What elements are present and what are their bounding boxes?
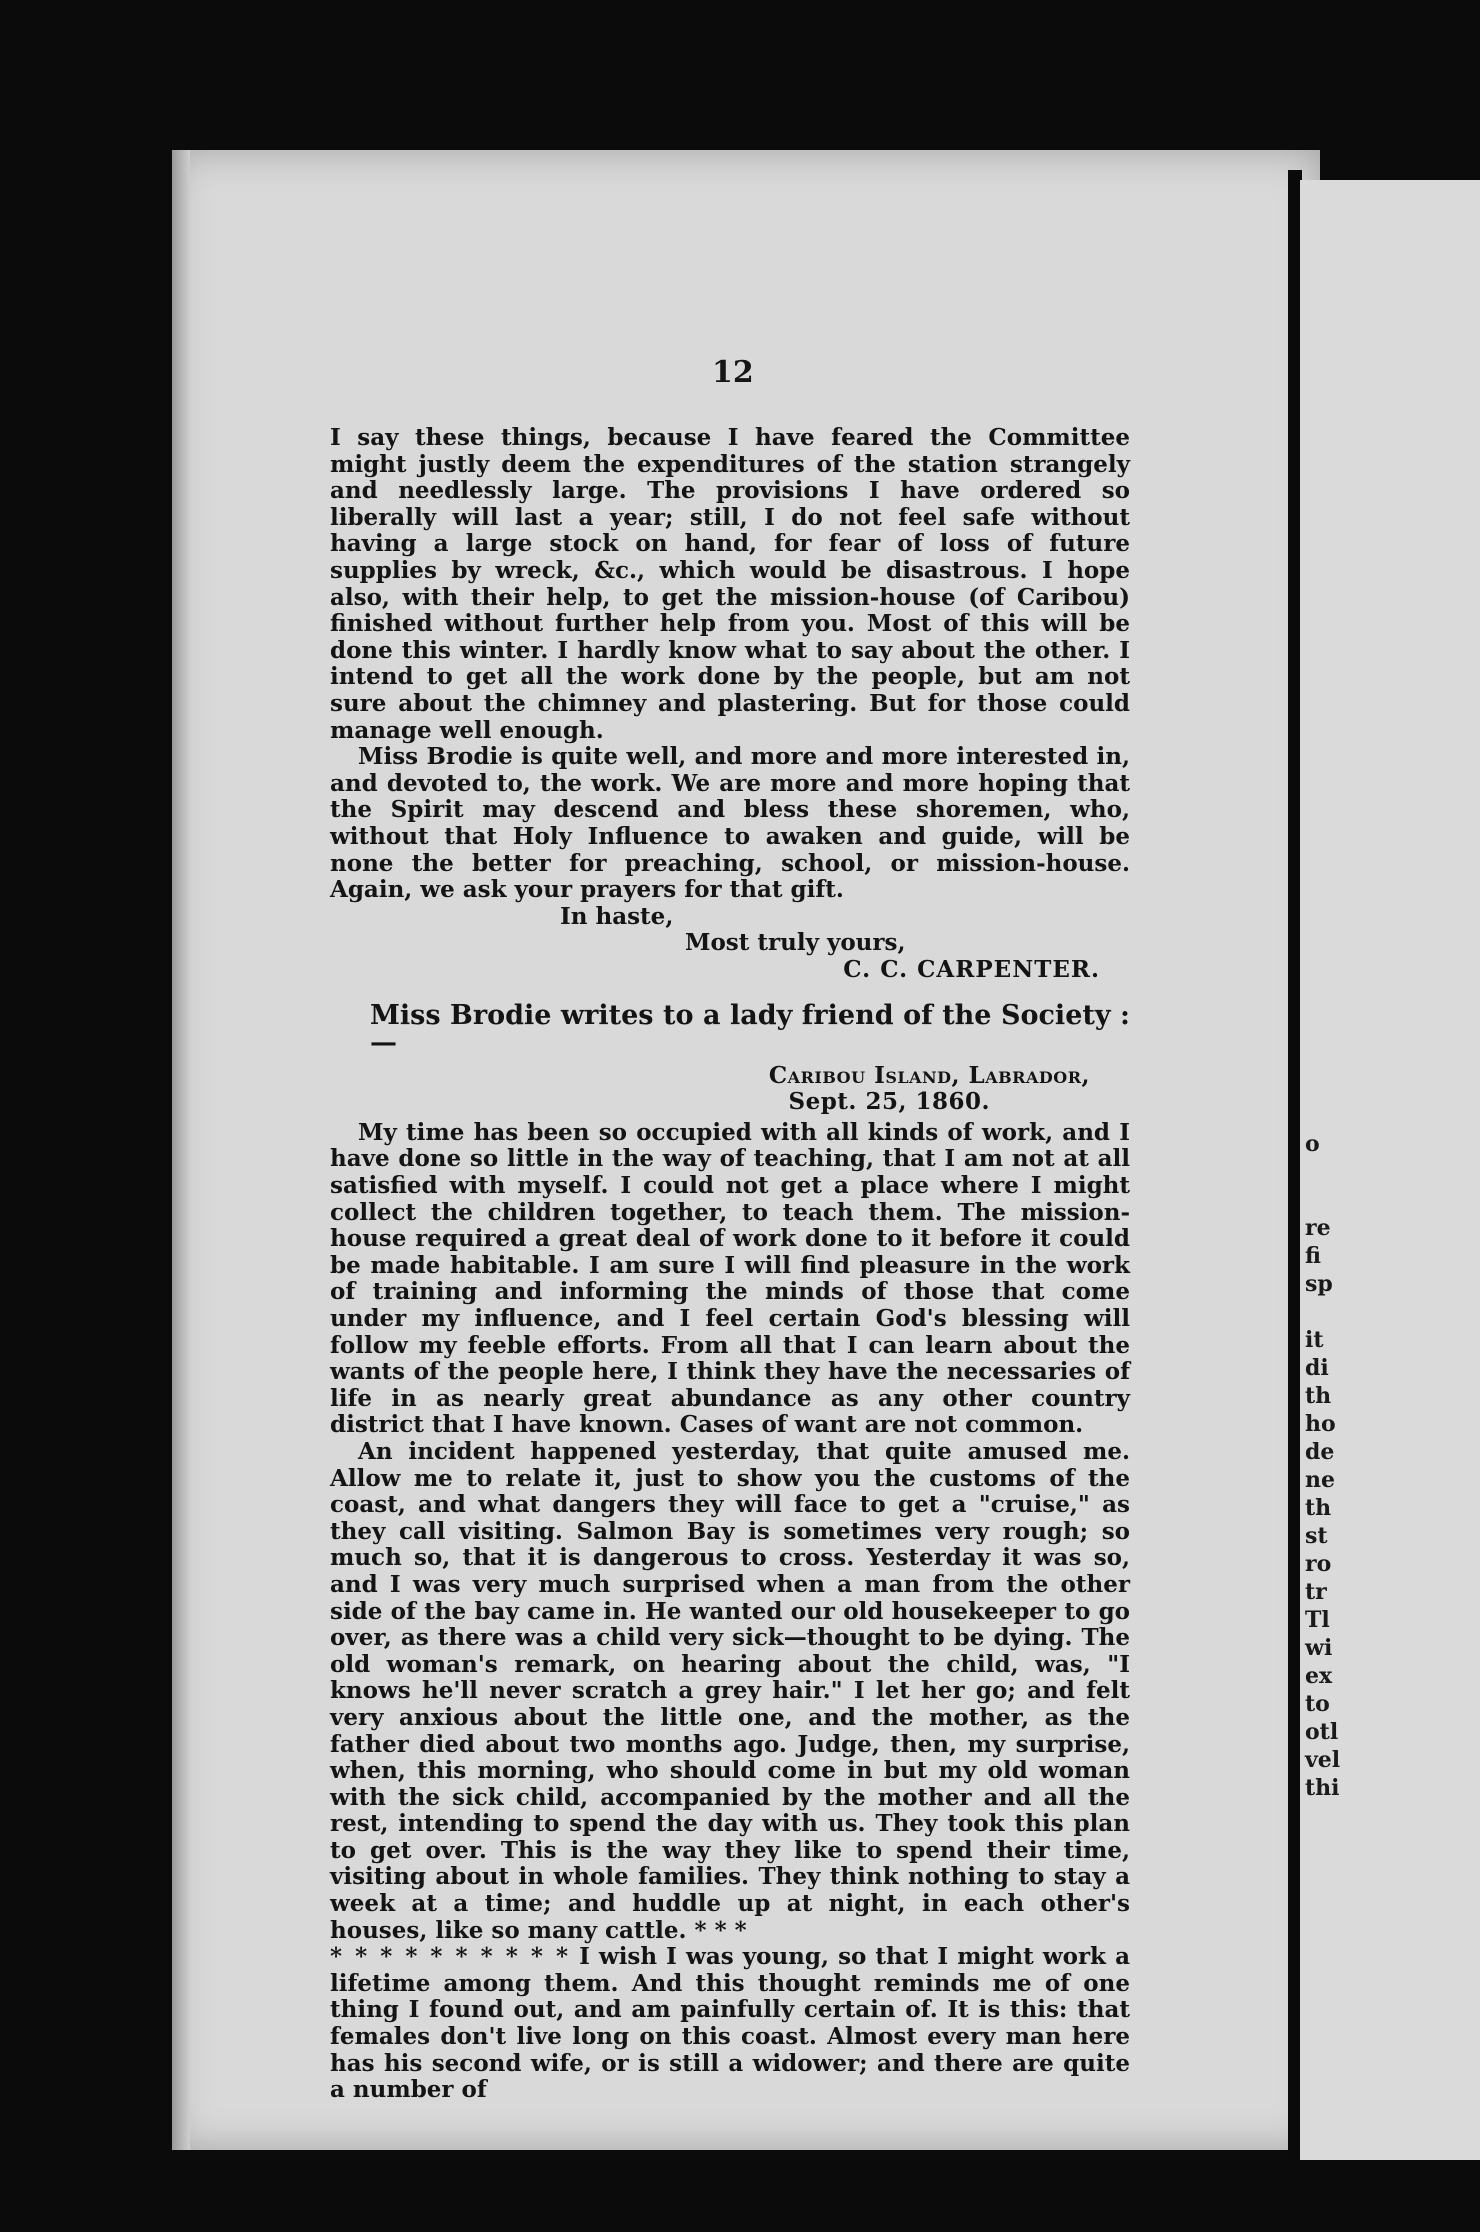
fragment: o [1305, 1131, 1320, 1157]
fragment: di [1305, 1355, 1329, 1381]
fragment: ne [1305, 1467, 1335, 1493]
fragment: th [1305, 1383, 1332, 1409]
fragment: st [1305, 1523, 1328, 1549]
page-number: 12 [712, 355, 754, 390]
dateline [330, 1063, 1090, 1116]
page-edge [172, 150, 190, 2150]
fragment: wi [1305, 1635, 1333, 1661]
fragment: it [1305, 1327, 1324, 1353]
signature: C. C. CARPENTER. [843, 955, 1100, 983]
fragment: to [1305, 1691, 1330, 1717]
fragment: fi [1305, 1243, 1321, 1269]
fragment: Tl [1305, 1607, 1330, 1633]
ellipsis-stars: * * * * * * * * * * [330, 1943, 570, 1971]
paragraph-4: An incident happened yesterday, that quite amused me. Allow me to relate it, just to show you the customs of the coast, and what dangers they will face to get a "cruise," as they call visiting. Salmon Bay is sometimes very rough; so much so, that it is dangerous to cross. Yesterday it was so, and I was very much surprised when a man from the other side of the bay came in. He wanted our old housekeeper to go over, as there was a child very sick—thought to be dying. The old woman's remark, on hearing about the child, was, "I knows he'll never scratch a grey hair." I let her go; and felt very anxious about the little one, and the mother, as the father died about two months ago. Judge, then, my surprise, when, this morning, who should come in but my old woman with the sick child, accompanied by the mother and all the rest, intending to spend the day with us. They took this plan to get over. This is the way they like to spend their time, visiting about in whole families. They think nothing to stay a week at a time; and huddle up at night, in each other's houses, like so many cattle. * * * [330, 1437, 1130, 1944]
fragment: ro [1305, 1551, 1332, 1577]
fragment: vel [1305, 1747, 1341, 1773]
dateline-date: Sept. 25, 1860. [788, 1088, 990, 1116]
fragment [1305, 1298, 1480, 1326]
fragment: ex [1305, 1663, 1333, 1689]
fragment: sp [1305, 1271, 1333, 1297]
fragment: thi [1305, 1775, 1340, 1801]
adjacent-page-text [1305, 1130, 1480, 1802]
fragment: th [1305, 1495, 1332, 1521]
fragment [1305, 1158, 1480, 1186]
fragment: de [1305, 1439, 1335, 1465]
letter-closing [330, 904, 1130, 984]
paragraph-2: Miss Brodie is quite well, and more and more interested in, and devoted to, the work. We are more and more hoping that the Spirit may descend and bless these shoremen, who, without that Holy Influence to awaken and guide, will be none the better for preaching, school, or mission-house. Again, we ask your prayers for that gift. [330, 743, 1130, 904]
section-heading: Miss Brodie writes to a lady friend of the Society :— [370, 1000, 1130, 1059]
closing-line-2: Most truly yours, [685, 929, 906, 957]
fragment: tr [1305, 1579, 1327, 1605]
fragment: re [1305, 1215, 1331, 1241]
closing-line-1: In haste, [560, 902, 674, 930]
fragment [1305, 1186, 1480, 1214]
fragment: ho [1305, 1411, 1336, 1437]
paragraph-5 [330, 1944, 1130, 2104]
paragraph-3: My time has been so occupied with all kinds of work, and I have done so little in the way of teaching, that I am not at all satisfied with myself. I could not get a place where I might collect the children together, to teach them. The mission-house required a great deal of work done to it before it could be made habitable. I am sure I will find pleasure in the work of training and informing the minds of those that come under my influence, and I feel certain God's blessing will follow my feeble efforts. From all that I can learn about the wants of the people here, I think they have the necessaries of life in as nearly great abundance as any other country district that I have known. Cases of want are not common. [330, 1118, 1130, 1439]
fragment: otl [1305, 1719, 1339, 1745]
page-text [330, 425, 1130, 2104]
paragraph-1: I say these things, because I have feared the Committee might justly deem the expenditures of the station strangely and needlessly large. The provisions I have ordered so liberally will last a year; still, I do not feel safe without having a large stock on hand, for fear of loss of future supplies by wreck, &c., which would be disastrous. I hope also, with their help, to get the mission-house (of Caribou) finished without further help from you. Most of this will be done this winter. I hardly know what to say about the other. I intend to get all the work done by the people, but am not sure about the chimney and plastering. But for those could manage well enough. [330, 424, 1130, 744]
dateline-place: Caribou Island, Labrador, [768, 1061, 1090, 1089]
paragraph-5-text: I wish I was young, so that I might work a lifetime among them. And this thought reminds me of one thing I found out, and am painfully certain of. It is this: that females don't live long on this coast. Almost every man here has his second wife, or is still a widower; and there are quite a number of [330, 1943, 1130, 2104]
